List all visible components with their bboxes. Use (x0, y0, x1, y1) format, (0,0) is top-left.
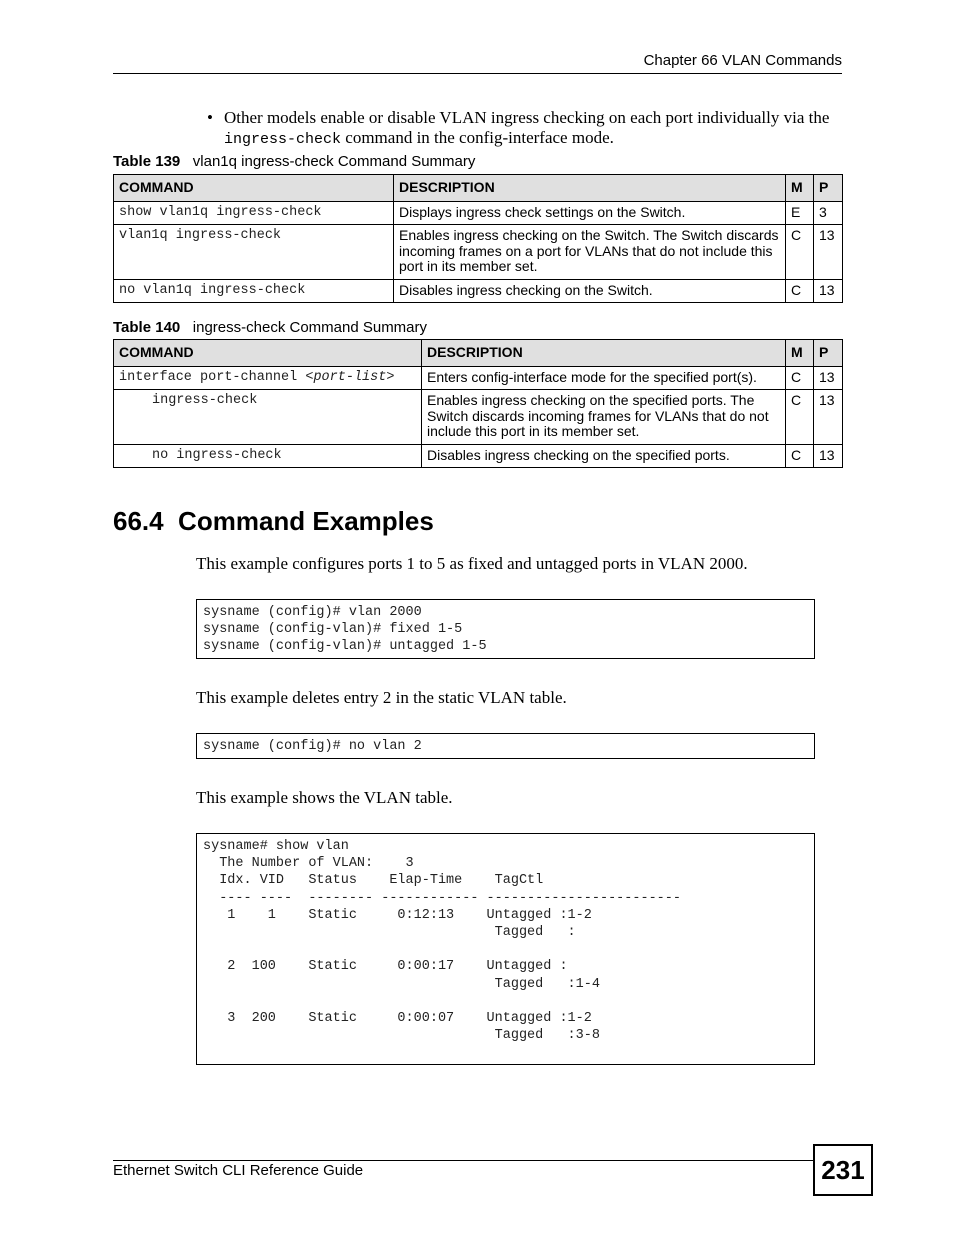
command-parameter: port-list (313, 369, 387, 385)
privilege-cell: 3 (814, 201, 843, 225)
table140-caption (113, 319, 427, 336)
footer-rule (113, 1160, 813, 1161)
description-cell: Enables ingress checking on the Switch. The Switch discards incoming frames on a port for VLANs that do not include this port in its member set. (394, 225, 786, 280)
table139 (113, 174, 843, 303)
command-text: interface port-channel < (119, 369, 314, 385)
col-header-m: M (786, 340, 814, 367)
description-cell: Enables ingress checking on the specified ports. The Switch discards incoming frames for VLANs that do not include this port in its member set. (422, 390, 786, 445)
bullet-text-after: command in the config-interface mode. (341, 128, 614, 147)
bullet-code: ingress-check (224, 131, 342, 148)
privilege-cell: 13 (814, 279, 843, 303)
table139-caption-number: Table 139 (113, 153, 181, 170)
privilege-cell: 13 (814, 225, 843, 280)
command-cell (114, 366, 422, 390)
table-row (114, 366, 843, 390)
command-cell: no ingress-check (114, 444, 422, 468)
description-cell: Displays ingress check settings on the Switch. (394, 201, 786, 225)
chapter-header: Chapter 66 VLAN Commands (643, 52, 842, 69)
table-header-row (114, 340, 843, 367)
mode-cell: C (786, 390, 814, 445)
privilege-cell: 13 (814, 444, 843, 468)
col-header-description: DESCRIPTION (422, 340, 786, 367)
section-heading: 66.4 Command Examples (113, 506, 434, 536)
col-header-command: COMMAND (114, 340, 422, 367)
table140-caption-number: Table 140 (113, 319, 181, 336)
table-row (114, 225, 843, 280)
example-3-code: sysname# show vlan The Number of VLAN: 3 Idx. VID Status Elap-Time TagCtl ---- ---- -------- ------------ ------------------------ 1 1 Static 0:12:13 Untagged :1-2 Tagged : 2 100 Static 0:00:17 Untagged : Tagged :1-4 3 200 Static 0:00:07 Untagged :1-2 Tagged :3-8 (196, 833, 815, 1065)
intro-bullet (207, 108, 847, 150)
table-row (114, 444, 843, 468)
example-1-text: This example configures ports 1 to 5 as fixed and untagged ports in VLAN 2000. (196, 554, 748, 573)
mode-cell: C (786, 444, 814, 468)
description-cell: Disables ingress checking on the specified ports. (422, 444, 786, 468)
description-cell: Disables ingress checking on the Switch. (394, 279, 786, 303)
example-1-code: sysname (config)# vlan 2000 sysname (config-vlan)# fixed 1-5 sysname (config-vlan)# untagged 1-5 (196, 599, 815, 659)
command-text-end: > (386, 369, 395, 385)
table139-caption-title: vlan1q ingress-check Command Summary (192, 153, 476, 170)
page-number: 231 (813, 1144, 873, 1196)
col-header-command: COMMAND (114, 175, 394, 202)
table139-caption (113, 153, 475, 170)
command-cell: ingress-check (114, 390, 422, 445)
privilege-cell: 13 (814, 366, 843, 390)
bullet-text: Other models enable or disable VLAN ingress checking on each port individually via the (224, 108, 830, 127)
example-2-code: sysname (config)# no vlan 2 (196, 733, 815, 759)
table140 (113, 339, 843, 468)
mode-cell: C (786, 279, 814, 303)
bullet-marker: • (207, 108, 213, 127)
table-header-row (114, 175, 843, 202)
mode-cell: E (786, 201, 814, 225)
command-cell: no vlan1q ingress-check (114, 279, 394, 303)
col-header-p: P (814, 340, 843, 367)
table-row (114, 201, 843, 225)
header-rule (113, 73, 842, 74)
mode-cell: C (786, 225, 814, 280)
command-cell: show vlan1q ingress-check (114, 201, 394, 225)
example-3-text: This example shows the VLAN table. (196, 788, 453, 807)
col-header-m: M (786, 175, 814, 202)
table-row (114, 279, 843, 303)
table140-caption-title: ingress-check Command Summary (192, 319, 428, 336)
description-cell: Enters config-interface mode for the specified port(s). (422, 366, 786, 390)
example-2-text: This example deletes entry 2 in the static VLAN table. (196, 688, 567, 707)
footer-guide-title: Ethernet Switch CLI Reference Guide (113, 1162, 364, 1179)
privilege-cell: 13 (814, 390, 843, 445)
mode-cell: C (786, 366, 814, 390)
col-header-description: DESCRIPTION (394, 175, 786, 202)
col-header-p: P (814, 175, 843, 202)
command-cell: vlan1q ingress-check (114, 225, 394, 280)
table-row (114, 390, 843, 445)
